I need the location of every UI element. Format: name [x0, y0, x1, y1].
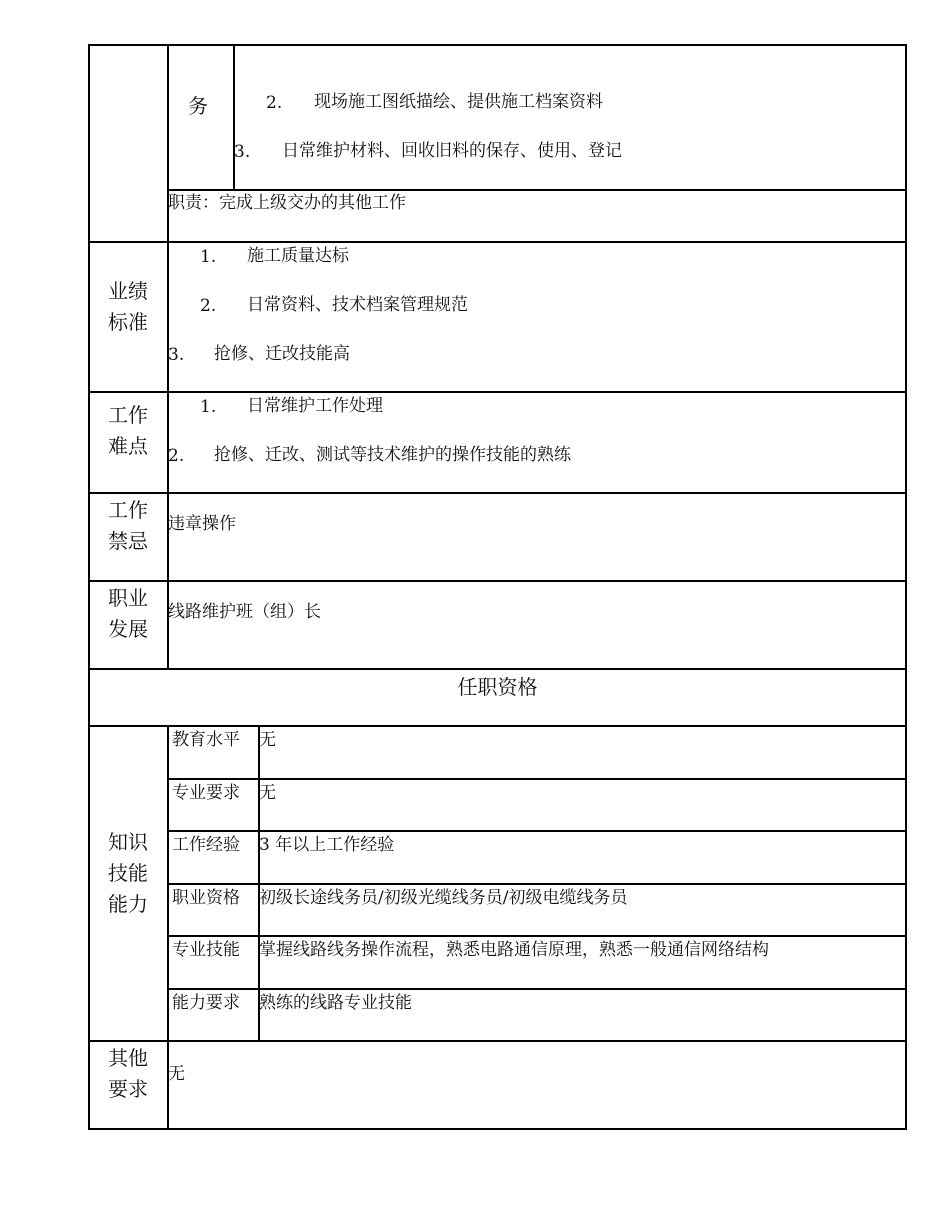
performance-item-text: 抢修、迁改技能高	[214, 344, 350, 364]
difficulty-item-number: 2.	[168, 446, 185, 466]
taboo-label: 工作 禁忌	[108, 498, 148, 553]
qualification-title: 任职资格	[457, 675, 538, 699]
difficulty-item-text: 抢修、迁改、测试等技术维护的操作技能的熟练	[214, 445, 571, 465]
knowledge-row-key: 能力要求	[172, 993, 240, 1013]
duty-item-number: 3.	[234, 142, 251, 162]
taboo-text: 违章操作	[168, 514, 236, 534]
responsibility-text: 职责：完成上级交办的其他工作	[168, 193, 406, 213]
knowledge-row-value: 掌握线路线务操作流程，熟悉电路通信原理，熟悉一般通信网络结构	[259, 940, 769, 960]
knowledge-row-key: 专业要求	[172, 783, 240, 803]
duties-row-label: 务	[188, 94, 208, 118]
performance-item-number: 1.	[200, 247, 217, 267]
difficulty-item-number: 1.	[200, 397, 217, 417]
performance-item-number: 2.	[200, 296, 217, 316]
knowledge-row-value: 无	[259, 730, 276, 750]
knowledge-row-key: 职业资格	[172, 888, 240, 908]
knowledge-label: 知识 技能 能力	[108, 830, 148, 916]
duty-item-text: 日常维护材料、回收旧料的保存、使用、登记	[282, 141, 622, 161]
career-label: 职业 发展	[108, 586, 148, 641]
knowledge-row-key: 教育水平	[172, 730, 240, 750]
career-text: 线路维护班（组）长	[168, 602, 321, 622]
duty-item-text: 现场施工图纸描绘、提供施工档案资料	[314, 92, 603, 112]
performance-item-text: 施工质量达标	[247, 246, 349, 266]
knowledge-row-key: 专业技能	[172, 940, 240, 960]
knowledge-row-key: 工作经验	[172, 835, 240, 855]
duty-item-number: 2.	[266, 93, 283, 113]
performance-label: 业绩 标准	[108, 279, 148, 334]
performance-item-text: 日常资料、技术档案管理规范	[247, 295, 468, 315]
other-label: 其他 要求	[108, 1046, 148, 1101]
knowledge-row-value: 初级长途线务员/初级光缆线务员/初级电缆线务员	[259, 888, 628, 908]
knowledge-row-value: 3 年以上工作经验	[259, 835, 395, 855]
knowledge-row-value: 熟练的线路专业技能	[259, 993, 412, 1013]
other-text: 无	[168, 1064, 185, 1084]
performance-item-number: 3.	[168, 345, 185, 365]
difficulty-item-text: 日常维护工作处理	[247, 396, 383, 416]
difficulty-label: 工作 难点	[108, 403, 148, 458]
knowledge-row-value: 无	[259, 783, 276, 803]
